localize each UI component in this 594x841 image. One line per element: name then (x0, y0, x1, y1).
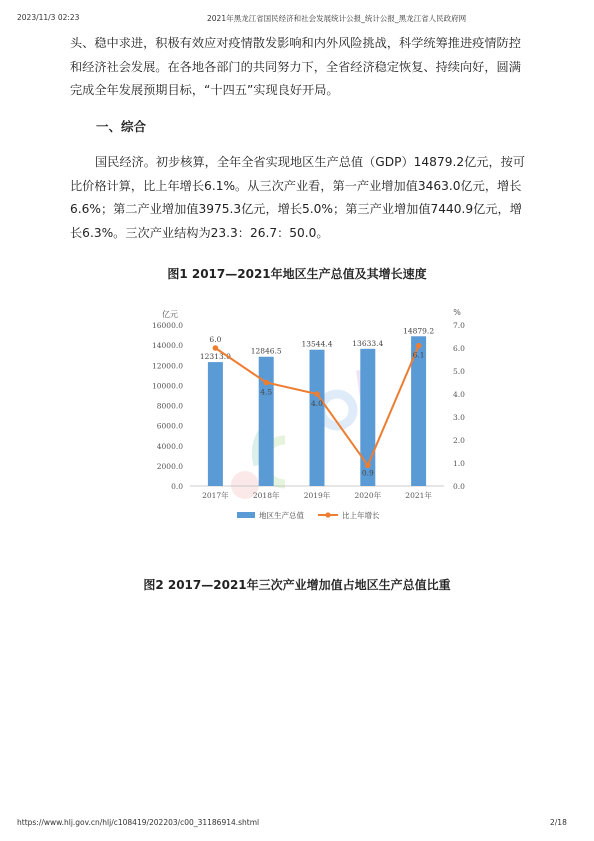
growth-point (365, 463, 371, 469)
x-tick-label: 2020年 (354, 491, 382, 500)
gdp-bar (208, 362, 223, 486)
right-tick-label: 3.0 (453, 413, 465, 422)
gdp-bar-label: 12313.0 (199, 352, 231, 362)
left-tick-label: 4000.0 (156, 441, 183, 451)
right-tick-label: 5.0 (453, 367, 465, 376)
growth-point (416, 343, 422, 349)
growth-point-label: 6.1 (412, 350, 425, 360)
left-tick-label: 0.0 (171, 482, 183, 491)
growth-point (263, 380, 269, 386)
gdp-bar-label: 14879.2 (403, 326, 435, 336)
legend-gdp-swatch (237, 512, 255, 518)
gdp-chart (0, 300, 594, 560)
growth-point-label: 4.5 (260, 387, 273, 397)
figure1-title: 图1 2017—2021年地区生产总值及其增长速度 (167, 267, 427, 281)
growth-point-label: 0.9 (361, 468, 374, 478)
gdp-bar-label: 13633.4 (352, 338, 384, 348)
legend-growth-label: 比上年增长 (342, 511, 380, 520)
left-axis-unit: 亿元 (162, 310, 178, 319)
x-tick-label: 2019年 (303, 491, 331, 500)
left-tick-label: 12000.0 (151, 361, 183, 371)
gdp-bar-label: 12846.5 (250, 346, 282, 356)
header-datetime: 2023/11/3 02:23 (17, 13, 80, 22)
x-tick-label: 2017年 (202, 491, 229, 500)
left-tick-label: 8000.0 (156, 401, 183, 411)
right-tick-label: 2.0 (453, 436, 465, 445)
header-title: 2021年黑龙江省国民经济和社会发展统计公报_统计公报_黑龙江省人民政府网 (207, 14, 467, 23)
gdp-bar (310, 350, 325, 486)
paragraph-gdp: 国民经济。初步核算，全年全省实现地区生产总值（GDP）14879.2亿元，按可比价格计算，比上年增长6.1%。从三次产业看，第一产业增加值3463.0亿元，增长6.6%；第二产业增加值3975.3亿元，增长5.0%；第三产业增加值7440.9亿元，增长6.3%。三次产业结构为23.3：26.7：50.0。 (70, 155, 526, 240)
growth-point (314, 391, 320, 397)
right-tick-label: 4.0 (453, 390, 465, 399)
right-axis-unit: % (453, 308, 461, 317)
x-tick-label: 2021年 (405, 491, 432, 500)
footer-page-number: 2/18 (550, 818, 567, 827)
right-tick-label: 0.0 (453, 482, 465, 491)
left-tick-label: 14000.0 (151, 341, 183, 351)
left-tick-label: 10000.0 (151, 381, 183, 391)
x-tick-label: 2018年 (252, 491, 280, 500)
left-tick-label: 16000.0 (151, 321, 183, 330)
growth-point-label: 6.0 (209, 335, 222, 344)
gdp-bar (259, 357, 274, 486)
figure2-title: 图2 2017—2021年三次产业增加值占地区生产总值比重 (143, 578, 451, 592)
gdp-bar-label: 13544.4 (301, 339, 333, 349)
legend-gdp-label: 地区生产总值 (259, 511, 304, 520)
left-tick-label: 2000.0 (156, 461, 183, 471)
footer-url: https://www.hlj.gov.cn/hlj/c108419/202203/c00_31186914.shtml (17, 818, 260, 827)
paragraph-intro: 头、稳中求进，积极有效应对疫情散发影响和内外风险挑战，科学统筹推进疫情防控和经济社会发展。在各地各部门的共同努力下，全省经济稳定恢复、持续向好，圆满完成全年发展预期目标，“十四五”实现良好开局。 (70, 36, 521, 97)
right-tick-label: 1.0 (453, 459, 465, 468)
growth-point (213, 345, 219, 351)
growth-point-label: 4.0 (311, 399, 323, 408)
legend-growth-marker (325, 512, 330, 517)
left-tick-label: 6000.0 (156, 421, 183, 431)
right-tick-label: 7.0 (453, 321, 465, 330)
right-tick-label: 6.0 (453, 344, 465, 353)
section-heading: 一、综合 (96, 119, 147, 134)
